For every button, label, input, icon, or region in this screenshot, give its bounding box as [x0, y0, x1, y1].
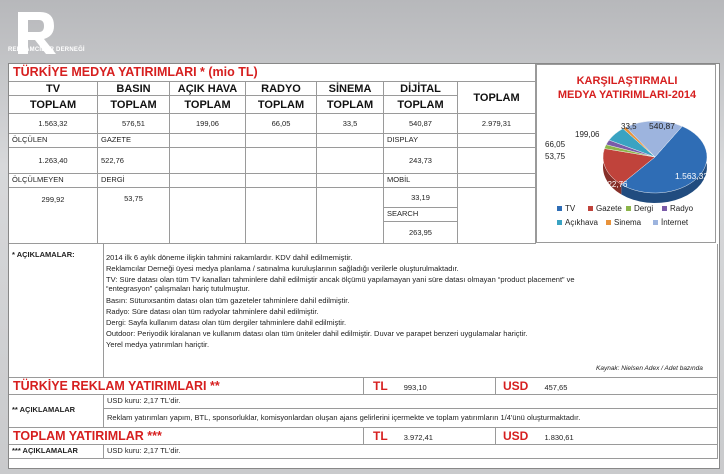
ad-tl-cell: [364, 378, 496, 395]
total-tl-cell: [364, 428, 496, 445]
legend-item: [626, 204, 653, 213]
gazete-label: GAZETE: [98, 134, 170, 148]
note-line: Reklamcılar Derneği üyesi medya planlama / satınalma kuruluşlarının sağladığı verilerle oluşturulmaktadır.: [106, 264, 459, 273]
pie-data-label: 199,06: [575, 130, 600, 139]
legend-item: [606, 218, 641, 227]
dergi-value: 53,75: [98, 188, 170, 244]
legend-swatch: [606, 220, 611, 225]
legend-item: [557, 218, 598, 227]
column-header-top: TV: [9, 82, 98, 96]
notes-label: * AÇIKLAMALAR:: [9, 244, 104, 378]
comparison-title-line1: KARŞILAŞTIRMALI: [576, 75, 678, 87]
legend-item: [662, 204, 693, 213]
comparison-title: [537, 74, 717, 102]
column-header-top: SİNEMA: [317, 82, 384, 96]
column-header-top: BASIN: [98, 82, 170, 96]
pie-data-label: 33,5: [621, 122, 637, 131]
total-usd-value: 1.830,61: [544, 433, 574, 442]
ad-investments-title: TÜRKİYE REKLAM YATIRIMLARI **: [9, 378, 364, 395]
ad-usd-cell: [496, 378, 718, 395]
brand-name: REKLAMCILAR DERNEĞİ: [8, 47, 85, 53]
total-note-1: USD kuru: 2,17 TL'dir.: [104, 445, 718, 459]
total-tl-value: 3.972,41: [403, 433, 433, 442]
total-value-cell: 2.979,31: [458, 114, 536, 134]
mobil-value: 33,19: [384, 188, 458, 208]
ad-usd-label: USD: [503, 379, 529, 393]
legend-swatch: [557, 206, 562, 211]
legend-label: Dergi: [634, 204, 654, 213]
legend-swatch: [557, 220, 562, 225]
legend-label: TV: [565, 204, 576, 213]
total-value-cell: 540,87: [384, 114, 458, 134]
note-line: “entegrasyon” çalışmaları hariç tutulmuştur.: [106, 284, 250, 293]
pie-data-label: 540,87: [649, 121, 675, 131]
comparison-panel: [536, 64, 716, 243]
source-note: Kaynak: Nielsen Adex / Adet bazında: [596, 365, 703, 372]
pie-data-label: 522,76: [603, 180, 628, 189]
pie-data-label: 53,75: [545, 152, 566, 161]
ad-tl-label: TL: [373, 379, 388, 393]
tv-unmeasured-label: ÖLÇÜLMEYEN: [9, 174, 98, 188]
note-line: Basın: Sütunxsantim datası olan tüm gazeteler tahminlere dahil edilmiştir.: [106, 296, 350, 305]
note-line: 2014 ilk 6 aylık döneme ilişkin tahmini rakamlardır. KDV dahil edilmemiştir.: [106, 253, 353, 262]
legend-swatch: [626, 206, 631, 211]
column-header-top: DİJİTAL: [384, 82, 458, 96]
display-label: DISPLAY: [384, 134, 458, 148]
note-line: Outdoor: Periyodik kiralanan ve kullanım datası olan tüm üniteler dahil edilmiştir. Duvar ve parapet benzeri uygulamalar hariçtir.: [106, 329, 528, 338]
total-value-cell: 1.563,32: [9, 114, 98, 134]
legend-item: [557, 204, 575, 213]
total-value-cell: 33,5: [317, 114, 384, 134]
tv-measured-value: 1.263,40: [9, 148, 98, 174]
legend-label: Sinema: [614, 218, 642, 227]
note-line: Dergi: Sayfa kullanım datası olan tüm dergiler tahminlere dahil edilmiştir.: [106, 318, 347, 327]
ad-note-2: Reklam yatırımları yapım, BTL, sponsorluklar, komisyonlardan oluşan ajans gelirlerini içermekte ve toplam yatırımların 1/4'ünü oluşturmaktadır.: [104, 409, 718, 428]
column-header-bottom: TOPLAM: [98, 96, 170, 114]
legend-item: [653, 218, 688, 227]
mobil-label: MOBİL: [384, 174, 458, 188]
legend-label: Gazete: [596, 204, 622, 213]
column-header-bottom: TOPLAM: [317, 96, 384, 114]
pie-chart: [537, 107, 715, 217]
column-header-bottom: TOPLAM: [246, 96, 317, 114]
total-value-cell: 199,06: [170, 114, 246, 134]
legend-swatch: [588, 206, 593, 211]
total-value-cell: 66,05: [246, 114, 317, 134]
column-header-bottom: TOPLAM: [384, 96, 458, 114]
ad-notes-label: ** AÇIKLAMALAR: [9, 395, 104, 428]
tv-measured-label: ÖLÇÜLEN: [9, 134, 98, 148]
gazete-value: 522,76: [98, 148, 170, 174]
total-header: TOPLAM: [458, 82, 536, 114]
search-value: 263,95: [384, 222, 458, 244]
total-investments-title: TOPLAM YATIRIMLAR ***: [9, 428, 364, 445]
table-title: TÜRKİYE MEDYA YATIRIMLARI * (mio TL): [9, 64, 536, 82]
legend-label: Radyo: [670, 204, 694, 213]
total-usd-label: USD: [503, 429, 529, 443]
tv-unmeasured-value: 299,92: [9, 188, 98, 244]
column-header-bottom: TOPLAM: [170, 96, 246, 114]
legend-swatch: [653, 220, 658, 225]
total-tl-label: TL: [373, 429, 388, 443]
legend-swatch: [662, 206, 667, 211]
pie-data-label: 66,05: [545, 140, 566, 149]
note-line: Radyo: Süre datası olan tüm radyolar tahminlere dahil edilmiştir.: [106, 307, 319, 316]
note-line: Yerel medya yatırımları hariçtir.: [106, 340, 210, 349]
display-value: 243,73: [384, 148, 458, 174]
legend-label: Açıkhava: [565, 218, 598, 227]
total-usd-cell: [496, 428, 718, 445]
note-line: TV: Süre datası olan tüm TV kanalları tahminlere dahil edilmiştir ancak ölçümü yapılamayan yani süre datası olmayan “product placement” ve: [106, 275, 575, 284]
legend-label: İnternet: [661, 218, 689, 227]
ad-tl-value: 993,10: [403, 383, 427, 392]
pie-data-label: 1.563,32: [675, 171, 709, 181]
legend-item: [588, 204, 622, 213]
column-header-bottom: TOPLAM: [9, 96, 98, 114]
search-label: SEARCH: [384, 208, 458, 222]
total-value-cell: 576,51: [98, 114, 170, 134]
ad-usd-value: 457,65: [544, 383, 568, 392]
dergi-label: DERGİ: [98, 174, 170, 188]
column-header-top: RADYO: [246, 82, 317, 96]
ad-note-1: USD kuru: 2,17 TL'dir.: [104, 395, 718, 409]
column-header-top: AÇIK HAVA: [170, 82, 246, 96]
total-notes-label: *** AÇIKLAMALAR: [9, 445, 104, 459]
comparison-title-line2: MEDYA YATIRIMLARI-2014: [557, 89, 697, 101]
